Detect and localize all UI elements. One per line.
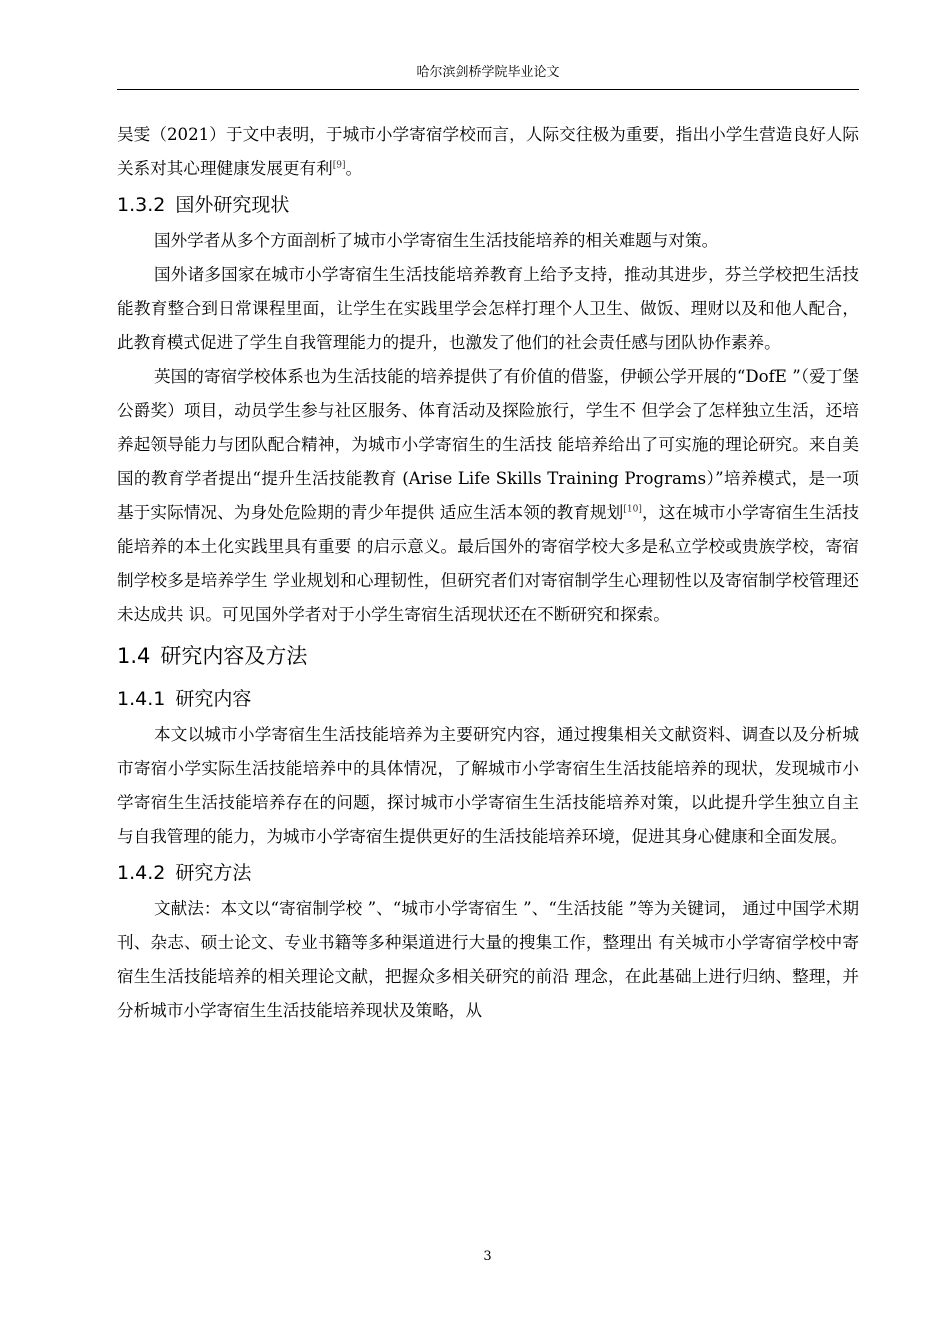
paragraph-text: ，这在城市小学寄宿生生活技能培养的本土化实践里具有重要 的启示意义。最后国外的寄宿学校大多是私立学校或贵族学校，寄宿制学校多是培养学生 学业规划和心理韧性，但研究者们对寄宿制学生心理韧性以及寄宿制学校管理还未达成共 识。可见国外学者对于小学生寄宿生活现状还在不断研究和探索。 <box>117 503 859 624</box>
section-number: 1.4.2 <box>117 862 166 884</box>
paragraph-foreign-intro: 国外学者从多个方面剖析了城市小学寄宿生生活技能培养的相关难题与对策。 <box>154 231 719 250</box>
page-header: 哈尔滨剑桥学院毕业论文 <box>416 65 560 80</box>
section-heading-1-4-2 <box>117 854 859 892</box>
citation-ref: [9] <box>332 160 346 171</box>
paragraph-research-content: 本文以城市小学寄宿生生活技能培养为主要研究内容，通过搜集相关文献资料、调查以及分析城市寄宿小学实际生活技能培养中的具体情况，了解城市小学寄宿生生活技能培养的现状，发现城市小学寄宿生生活技能培养存在的问题，探讨城市小学寄宿生生活技能培养对策，以此提升学生独立自主与自我管理的能力，为城市小学寄宿生提供更好的生活技能培养环境，促进其身心健康和全面发展。 <box>117 725 859 846</box>
paragraph-text: 。 <box>345 159 363 178</box>
section-title: 研究内容 <box>175 688 252 710</box>
citation-ref: [10] <box>623 504 642 515</box>
paragraph-text: 英国的寄宿学校体系也为生活技能的培养提供了有价值的借鉴，伊顿公学开展的“DofE ”（爱丁堡公爵奖）项目，动员学生参与社区服务、体育活动及探险旅行，学生不 但学会了怎样独立生活，还培养起领导能力与团队配合精神，为城市小学寄宿生的生活技 能培养给出了可实施的理论研究。来自美国的教育学者提出“提升生活技能教育 (Arise Life Skills Training Programs）”培养模式，是一项基于实际情况、为身处危险期的青少年提供 适应生活本领的教育规划 <box>117 367 859 522</box>
section-number: 1.4.1 <box>117 688 166 710</box>
section-heading-1-3-2 <box>117 186 859 224</box>
section-title: 国外研究现状 <box>175 194 290 216</box>
paragraph-text: 吴雯（2021）于文中表明，于城市小学寄宿学校而言，人际交往极为重要，指出小学生营造良好人际关系对其心理健康发展更有利 <box>117 125 859 178</box>
section-number: 1.4 <box>117 644 151 668</box>
document-body <box>117 118 859 1028</box>
paragraph-finland: 国外诸多国家在城市小学寄宿生生活技能培养教育上给予支持，推动其进步，芬兰学校把生活技能教育整合到日常课程里面，让学生在实践里学会怎样打理个人卫生、做饭、理财以及和他人配合，此教育模式促进了学生自我管理能力的提升，也激发了他们的社会责任感与团队协作素养。 <box>117 265 859 352</box>
page-number: 3 <box>483 1249 492 1264</box>
section-title: 研究方法 <box>175 862 252 884</box>
paragraph-literature-method: 文献法：本文以“寄宿制学校 ”、“城市小学寄宿生 ”、“生活技能 ”等为关键词， 通过中国学术期刊、杂志、硕士论文、专业书籍等多种渠道进行大量的搜集工作，整理出 有关城市小学寄宿学校中寄宿生生活技能培养的相关理论文献，把握众多相关研究的前沿 理念，在此基础上进行归纳、整理，并分析城市小学寄宿生生活技能培养现状及策略，从 <box>117 899 859 1020</box>
header-rule <box>117 89 859 90</box>
section-heading-1-4-1 <box>117 680 859 718</box>
paragraph-wu-wen <box>117 118 859 186</box>
section-number: 1.3.2 <box>117 194 166 216</box>
paragraph-uk-us <box>117 360 859 632</box>
section-heading-1-4 <box>117 632 859 680</box>
section-title: 研究内容及方法 <box>160 644 308 668</box>
